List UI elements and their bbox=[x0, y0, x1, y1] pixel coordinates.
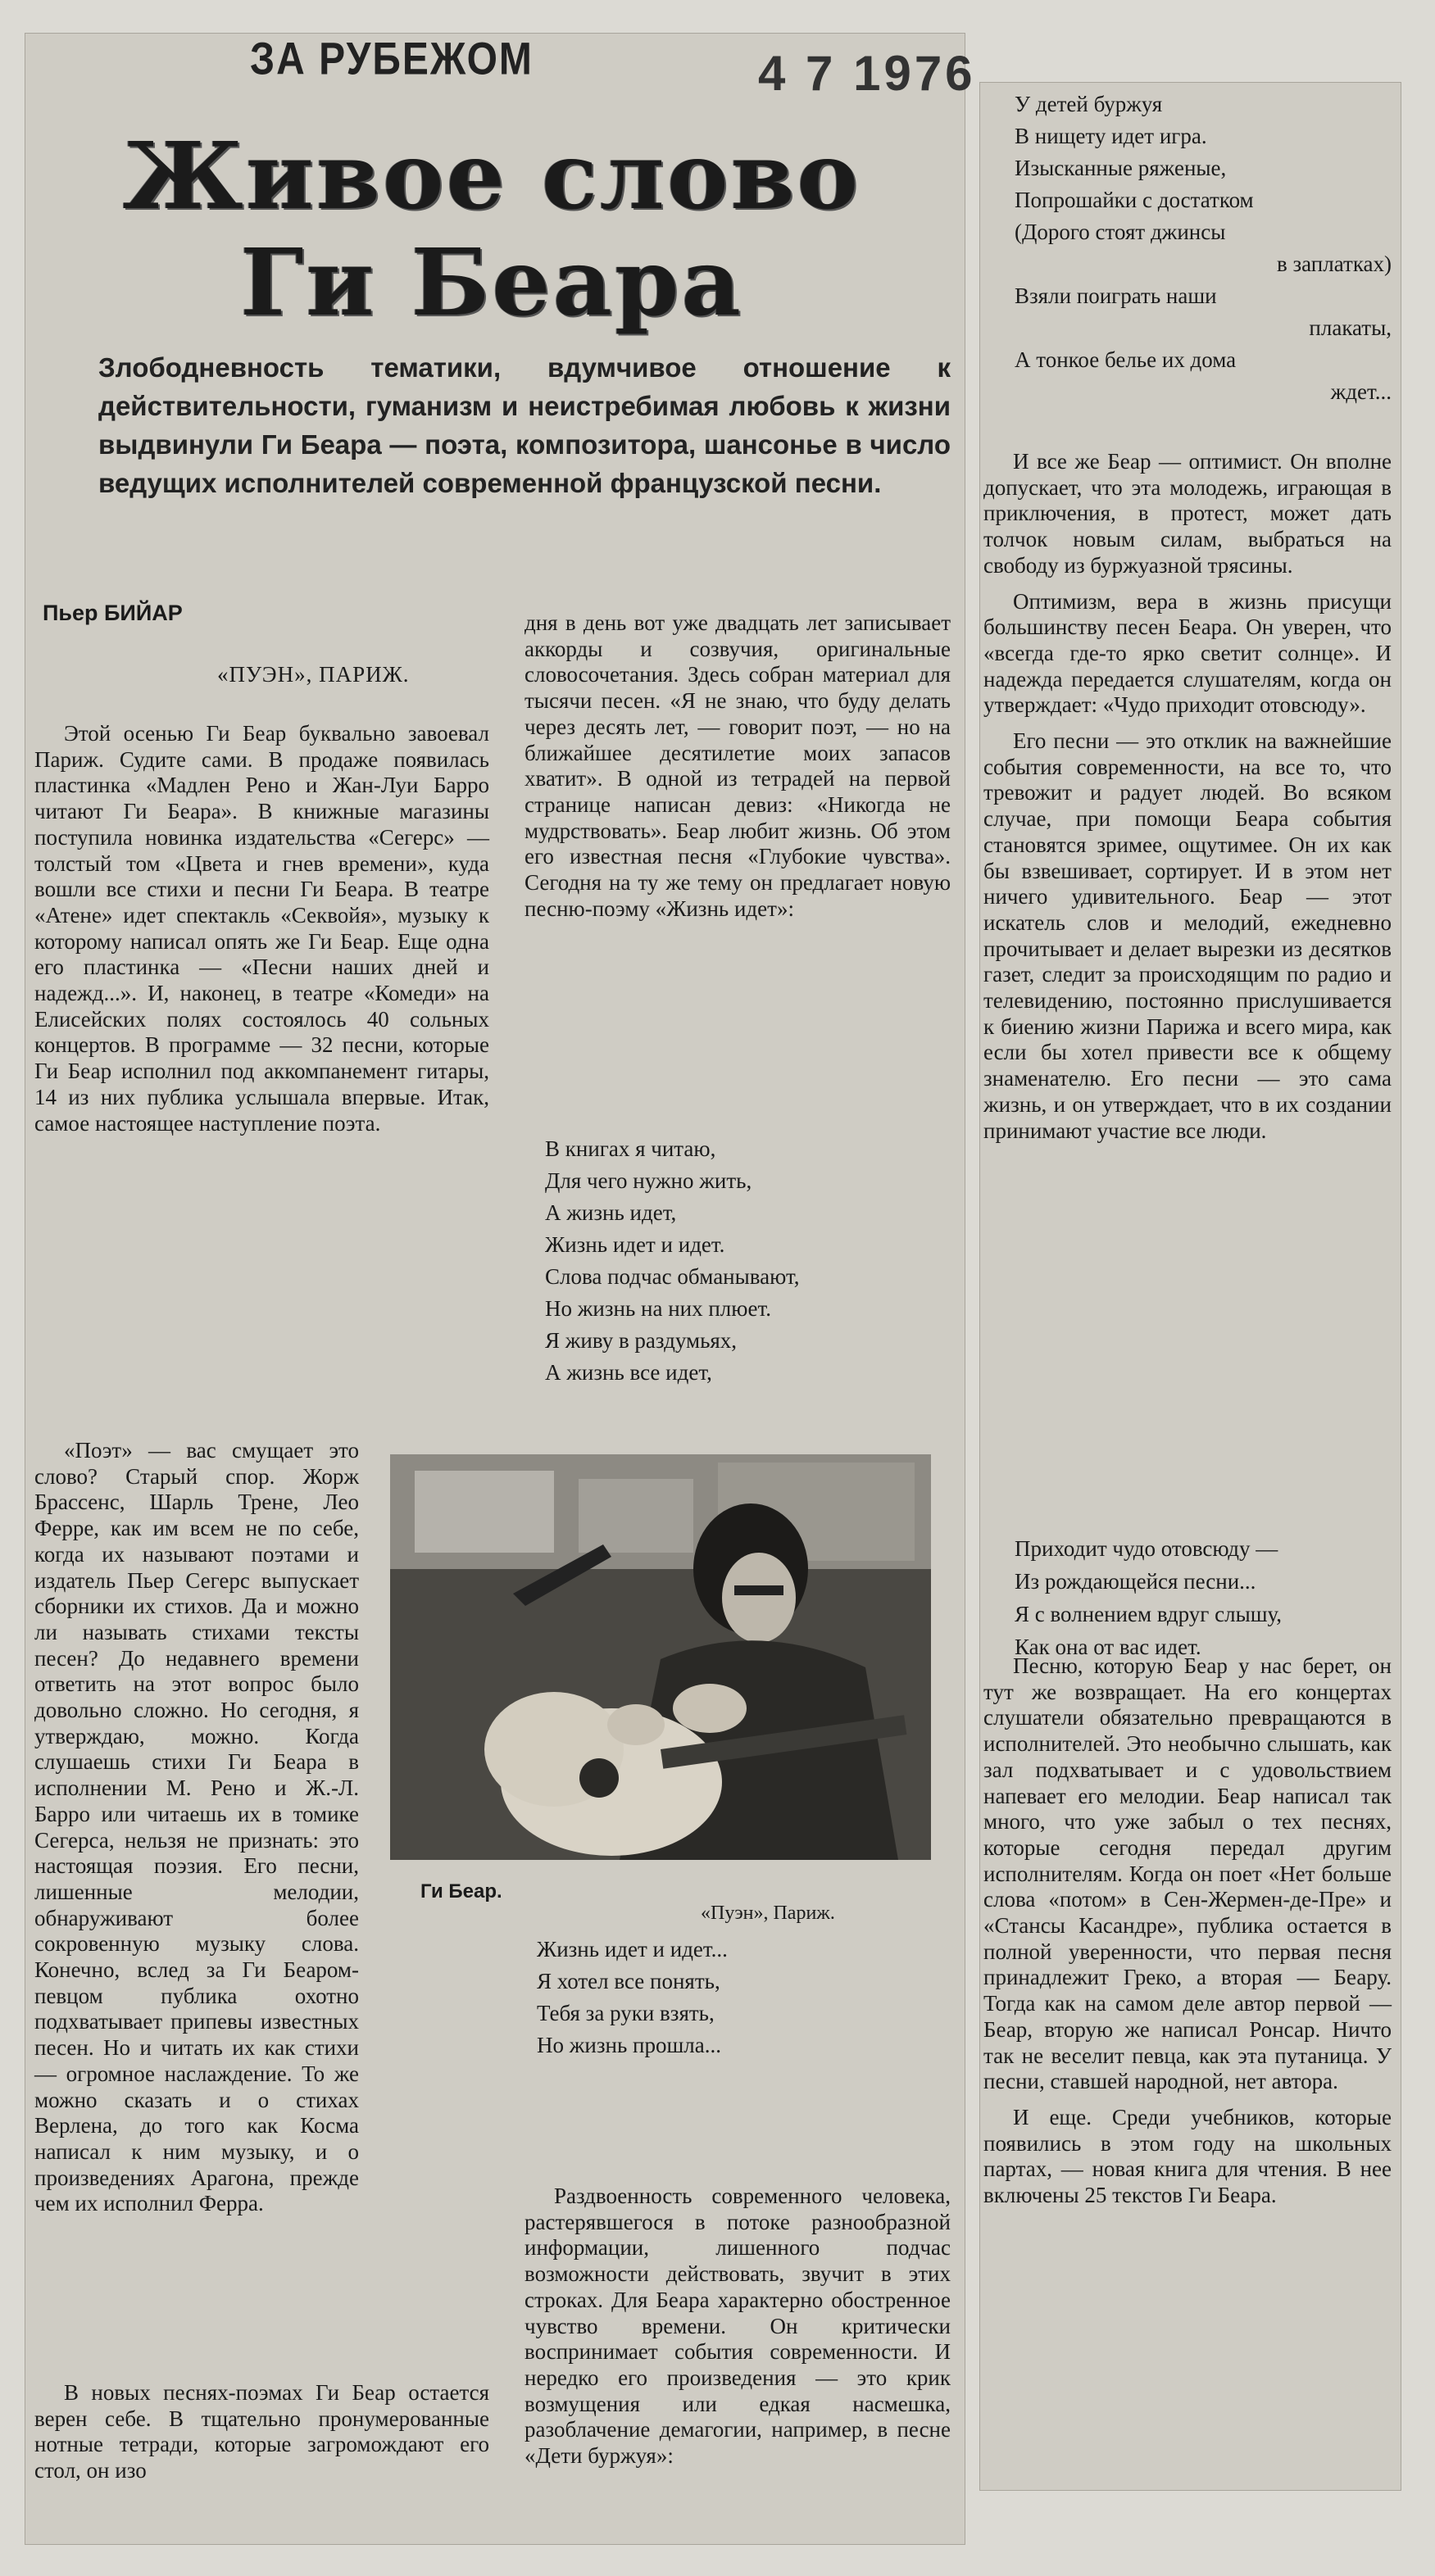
section-header: ЗА РУБЕЖОМ bbox=[250, 34, 534, 84]
poem-line: Изысканные ряженые, bbox=[1015, 156, 1227, 180]
paragraph: Песню, которую Беар у нас берет, он тут же возвращает. На его концертах слушатели обязательно превращаются в исполнителей. Это необычно слышать, как зал подхватывает и с удовольствием напевает его мелодии. Беар написал так много, что уже забыл о тех песнях, которые сегодня передал другим исполнителям. Когда он поет «Нет больше слова «потом» в Сен-Жермен-де-Пре» и «Стансы Касандре», публика остается в полной уверенности, что первая песня принадлежит Греко, а вторая — Беару. Тогда как на самом деле автор первой — Беар, вторую же написал Ронсар. Ничто так не веселит певца, как эта путаница. У песни, ставшей народной, нет автора. bbox=[983, 1653, 1392, 2094]
headline-line-2: Ги Беара bbox=[240, 229, 743, 337]
poem-life-passed bbox=[537, 1934, 930, 2061]
poem-line: У детей буржуя bbox=[1015, 92, 1163, 116]
paragraph: И еще. Среди учебников, которые появились в этом году на школьных партах, — новая книга для чтения. В нее включены 25 текстов Ги Беара. bbox=[983, 2104, 1392, 2208]
right-column-bottom bbox=[983, 1653, 1392, 2219]
right-column-top bbox=[983, 449, 1392, 1154]
poem-line: Для чего нужно жить, bbox=[545, 1168, 752, 1193]
poem-line: В книгах я читаю, bbox=[545, 1136, 716, 1161]
poem-bourgeois-children bbox=[1015, 88, 1392, 408]
paragraph: В новых песнях-поэмах Ги Беар остается верен себе. В тщательно пронумерованные нотные тетради, которые загромождают его стол, он изо bbox=[34, 2380, 489, 2483]
poem-line: ждет... bbox=[1330, 379, 1392, 404]
author-byline: Пьер БИЙАР bbox=[43, 601, 183, 625]
poem-line: Я хотел все понять, bbox=[537, 1969, 720, 1993]
poem-line: А жизнь идет, bbox=[545, 1200, 677, 1225]
paragraph: Этой осенью Ги Беар буквально завоевал Париж. Судите сами. В продаже появилась пластинка «Мадлен Рено и Жан-Луи Барро читают Ги Беара». В книжные магазины поступила новинка издательства «Сегерс» — толстый том «Цвета и гнев времени», куда вошли все стихи и песни Ги Беара. В театре «Атене» идет спектакль «Секвойя», музыку к которому написал опять же Ги Беар. Еще одна его пластинка — «Песни наших дней и надежд...». И, наконец, в театре «Комеди» на Елисейских полях состоялось 40 сольных концертов. В программе — 32 песни, которые Ги Беар исполнил под аккомпанемент гитары, 14 из них публика услышала впервые. Итак, самое настоящее наступление поэта. bbox=[34, 721, 489, 1136]
column-2-bottom bbox=[525, 2184, 951, 2479]
lead-paragraph: Злободневность тематики, вдумчивое отношение к действительности, гуманизм и неистребимая любовь к жизни выдвинули Ги Беара — поэта, композитора, шансонье в число ведущих исполнителей современной французской песни. bbox=[98, 352, 951, 498]
paragraph: дня в день вот уже двадцать лет записывает аккорды и созвучия, оригинальные словосочетания. Здесь собран материал для тысячи песен. «Я не знаю, что буду делать через десять лет, — говорит поэт, — но на ближайшее десятилетие моих запасов хватит». В одной из тетрадей на первой странице написан девиз: «Никогда не мудрствовать». Беар любит жизнь. Об этом его известная песня «Глубокие чувства». Сегодня на ту же тему он предлагает новую песню-поэму «Жизнь идет»: bbox=[525, 610, 951, 921]
source-line: «ПУЭН», ПАРИЖ. bbox=[217, 662, 410, 687]
poem-line: Жизнь идет и идет... bbox=[537, 1937, 728, 1961]
poem-line: (Дорого стоят джинсы bbox=[1015, 220, 1226, 244]
poem-line: Из рождающейся песни... bbox=[1015, 1569, 1256, 1594]
poem-line: В нищету идет игра. bbox=[1015, 124, 1207, 148]
poem-line: плакаты, bbox=[1309, 315, 1392, 340]
paragraph: И все же Беар — оптимист. Он вполне допускает, что эта молодежь, играющая в приключения, в протест, может дать толчок новым силам, выбраться на свободу из буржуазной трясины. bbox=[983, 449, 1392, 578]
paragraph: Его песни — это отклик на важнейшие события современности, на все то, что тревожит и радует людей. Во всяком случае, при помощи Беара события становятся зримее, ощутимее. Он их как бы взвешивает, сортирует. И в этом нет ничего удивительного. Беар — этот искатель слов и мелодий, ежедневно прочитывает и делает вырезки из десятков газет, следит за происходящим по радио и телевидению, постоянно прислушивается к биению жизни Парижа и всего мира, как если бы хотел привести все к общему знаменателю. Его песни — это сама жизнь, и он утверждает, что в их создании принимают участие все люди. bbox=[983, 728, 1392, 1143]
poem-line: А тонкое белье их дома bbox=[1015, 347, 1237, 372]
poem-line: Но жизнь прошла... bbox=[537, 2033, 721, 2057]
paragraph: Оптимизм, вера в жизнь присущи большинству песен Беара. Он уверен, что «всегда где-то ярко светит солнце». И надежда передается слушателям, когда он утверждает: «Чудо приходит отовсюду». bbox=[983, 588, 1392, 718]
poem-line: А жизнь все идет, bbox=[545, 1360, 712, 1385]
poem-line: Тебя за руки взять, bbox=[537, 2001, 715, 2025]
column-1-top bbox=[34, 721, 489, 1146]
paragraph: Раздвоенность современного человека, растерявшегося в потоке разнообразной информации, лишенного подчас возможности действовать, звучит в этих строках. Для Беара характерно обостренное чувство времени. Он критически воспринимает события современности. И нередко его произведения — это крик возмущения или едкая насмешка, разоблачение демагогии, например, в песне «Дети буржуя»: bbox=[525, 2184, 951, 2469]
column-2-top bbox=[525, 610, 951, 932]
photo-caption-source: «Пуэн», Париж. bbox=[701, 1903, 835, 1924]
poem-line: Но жизнь на них плюет. bbox=[545, 1296, 771, 1321]
poem-line: Попрошайки с достатком bbox=[1015, 188, 1254, 212]
poem-line: Как она от вас идет. bbox=[1015, 1635, 1201, 1659]
poem-line: Слова подчас обманывают, bbox=[545, 1264, 800, 1289]
paragraph: «Поэт» — вас смущает это слово? Старый спор. Жорж Брассенс, Шарль Трене, Лео Ферре, как им всем не по себе, когда их называют поэтами и издатель Пьер Сегерс выпускает сборники их стихов. Да и можно ли называть стихами тексты песен? До недавнего времени ответить на этот вопрос было довольно сложно. Но сегодня, я утверждаю, можно. Когда слушаешь стихи Ги Беара в исполнении М. Рено и Ж.-Л. Барро или читаешь их в томике Сегерса, нельзя не признать: это настоящая поэзия. Его песни, лишенные мелодии, обнаруживают более сокровенную музыку слова. Конечно, вслед за Ги Беаром-певцом публика охотно подхватывает припевы известных песен. Но и читать их как стихи — огромное наслаждение. То же можно сказать и о стихах Верлена, до того как Косма написал к ним музыку, и о произведениях Арагона, прежде чем их исполнил Ферра. bbox=[34, 1438, 359, 2216]
poem-line: в заплатках) bbox=[1277, 252, 1392, 276]
poem-line: Взяли поиграть наши bbox=[1015, 283, 1217, 308]
photo-guy-bear-with-guitar bbox=[390, 1454, 931, 1860]
column-1-beside-photo bbox=[34, 1438, 359, 2227]
poem-line: Жизнь идет и идет. bbox=[545, 1232, 725, 1257]
poem-life-goes-on bbox=[545, 1133, 938, 1389]
poem-miracle bbox=[1015, 1532, 1392, 1663]
column-1-bottom bbox=[34, 2380, 489, 2494]
poem-line: Приходит чудо отовсюду — bbox=[1015, 1536, 1278, 1561]
photo-caption-name: Ги Беар. bbox=[420, 1880, 502, 1903]
date-stamp: 4 7 1976 bbox=[758, 46, 976, 101]
headline-line-1: Живое слово bbox=[122, 123, 861, 230]
poem-line: Я с волнением вдруг слышу, bbox=[1015, 1602, 1283, 1626]
poem-line: Я живу в раздумьях, bbox=[545, 1328, 738, 1353]
